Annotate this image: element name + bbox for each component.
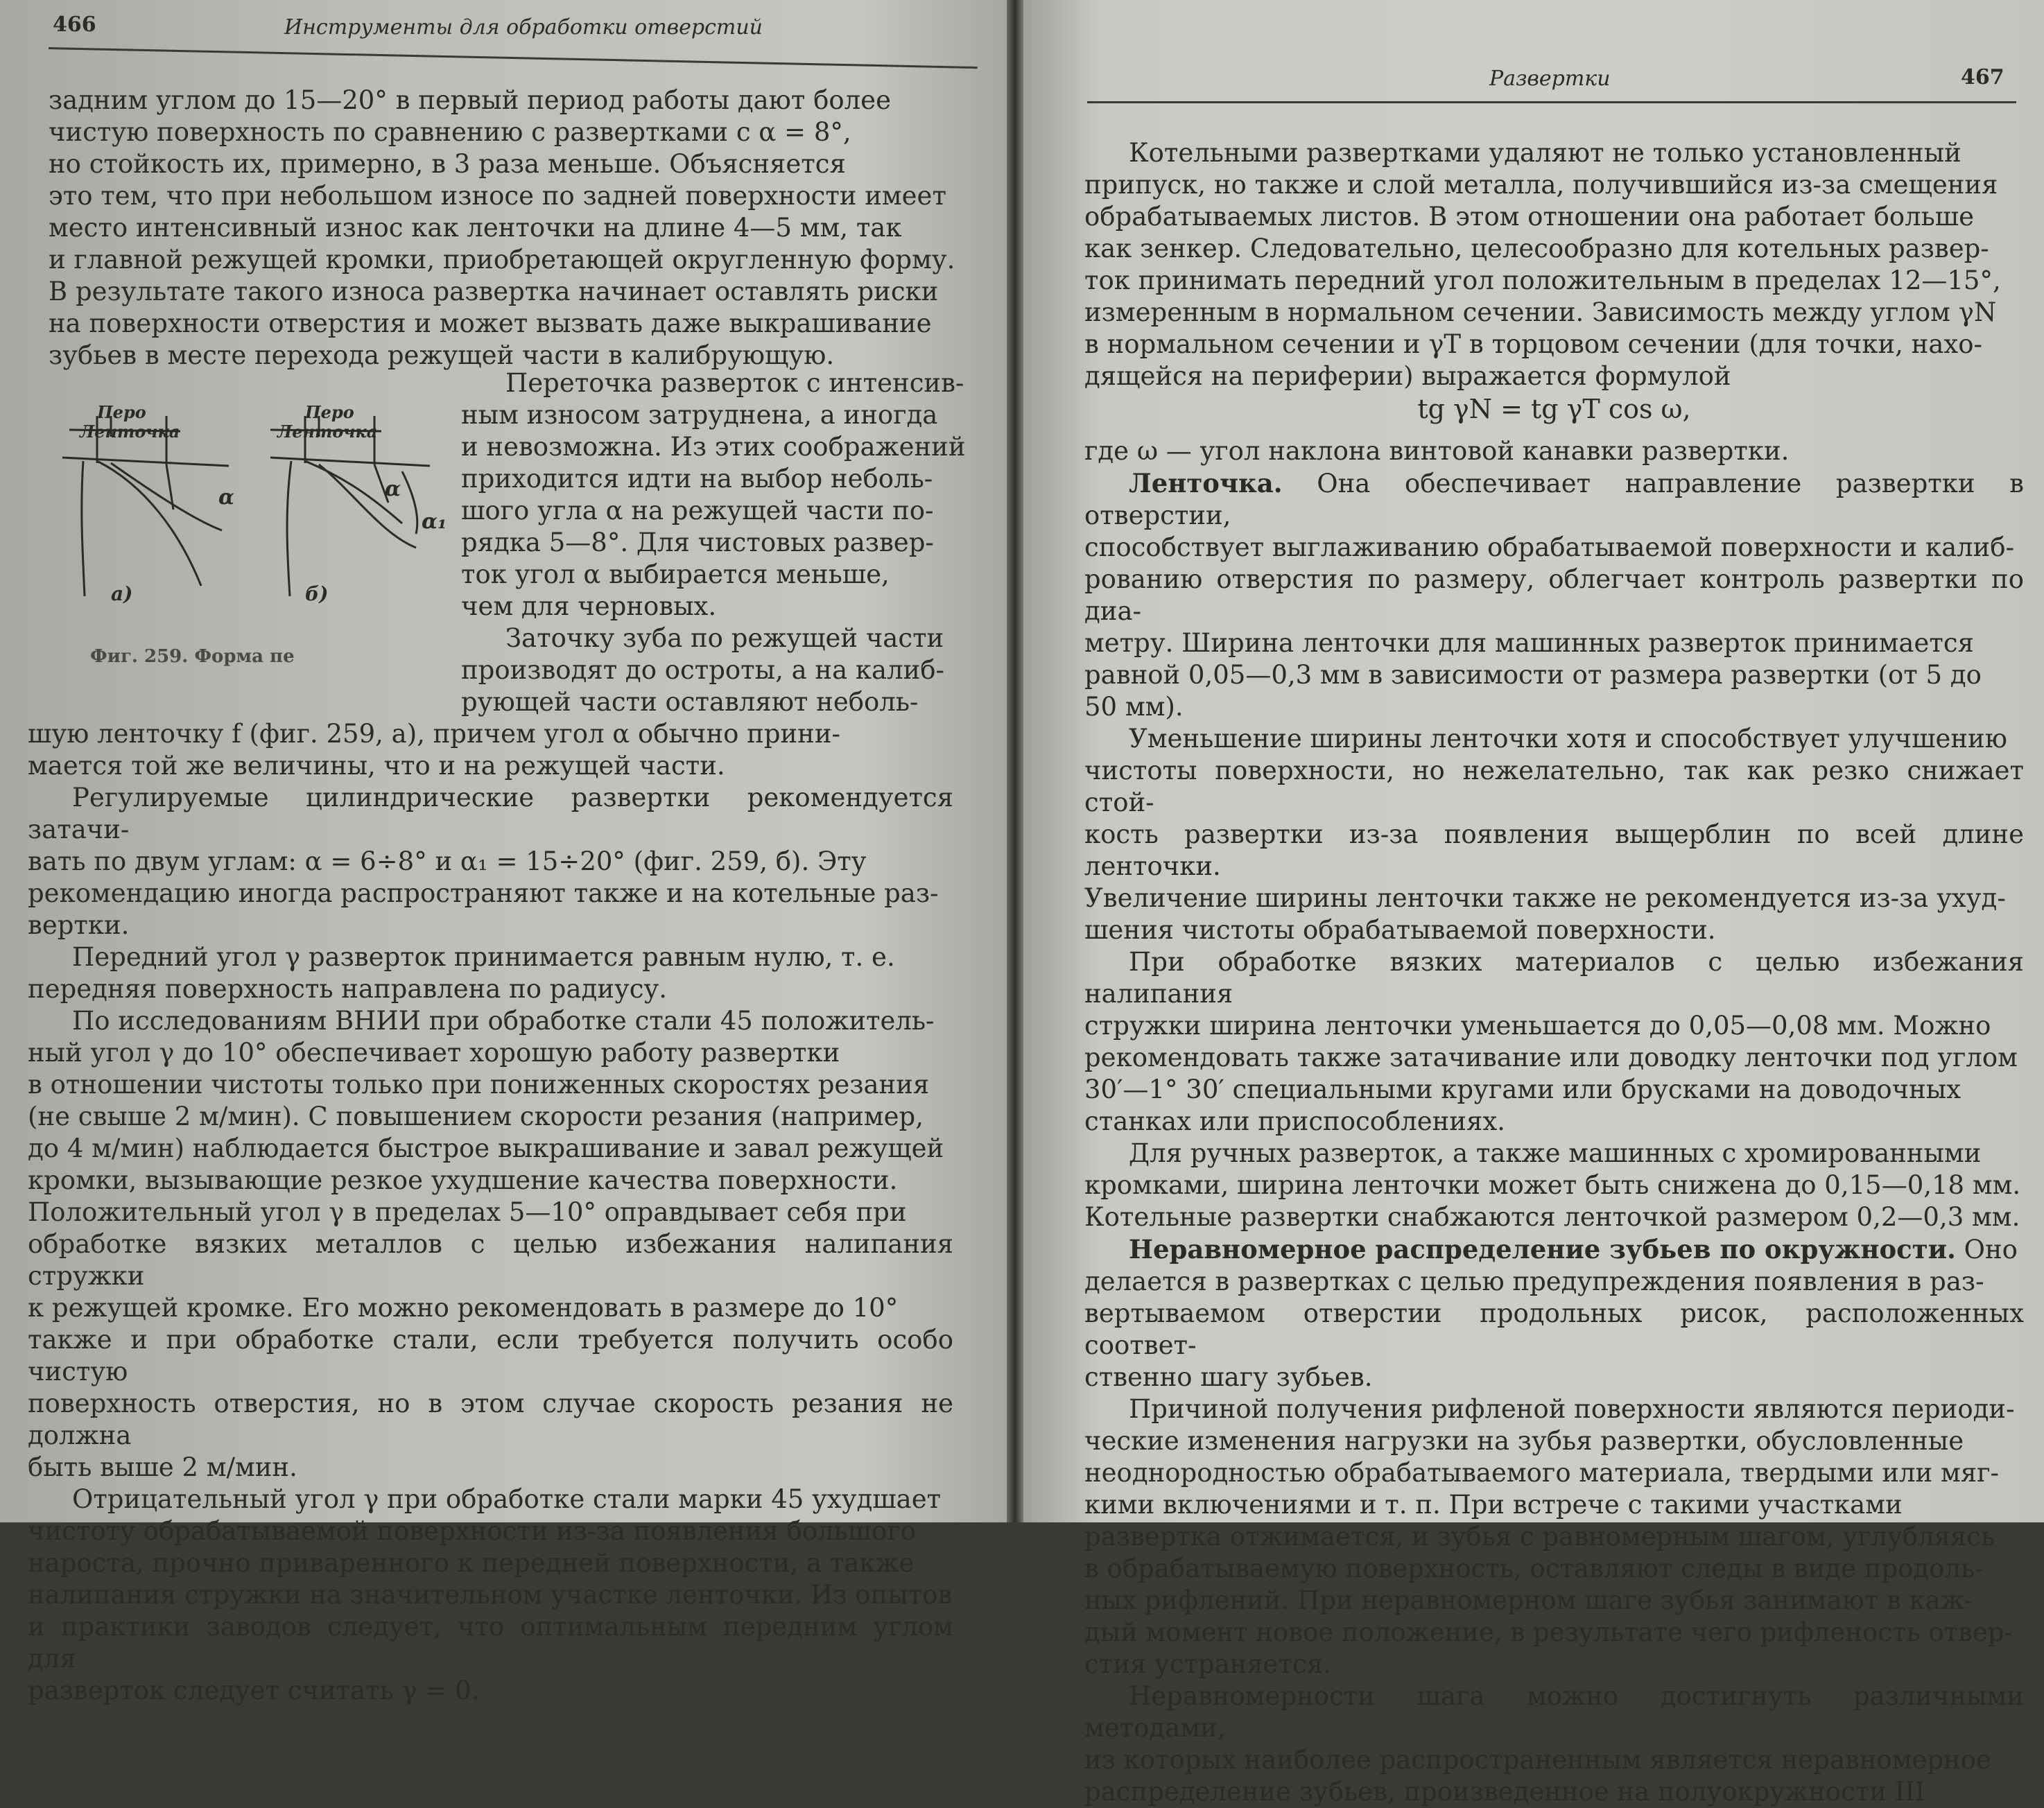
text-line: разверток следует считать γ = 0.: [28, 1676, 480, 1705]
text-line: и главной режущей кромки, приобретающей округленную форму.: [49, 245, 955, 275]
text-line: ток угол α выбирается меньше,: [461, 559, 890, 589]
text-line: кромками, ширина ленточки может быть снижена до 0,15—0,18 мм.: [1084, 1170, 2021, 1200]
text-line: 30′—1° 30′ специальными кругами или брусками на доводочных: [1084, 1075, 1961, 1104]
section-heading: Ленточка.: [1129, 468, 1283, 498]
text-line: способствует выглаживанию обрабатываемой поверхности и калиб-: [1084, 532, 2015, 562]
fig-label-pero-a: Перо: [97, 402, 146, 422]
left-page: [0, 0, 1012, 1705]
text-line: обрабатываемых листов. В этом отношении она работает больше: [1084, 202, 1975, 232]
text-line: вертки.: [28, 910, 130, 940]
text-line: мается той же величины, что и на режущей части.: [28, 751, 725, 781]
text-line: в нормальном сечении и γT в торцовом сечении (для точки, нахо-: [1084, 329, 1983, 359]
text-line: распределение зубьев, произведенное на полуокружности III: [1084, 1777, 1925, 1807]
text-line: чем для черновых.: [461, 591, 717, 621]
text-line: неоднородностью обрабатываемого материала, твердыми или мяг-: [1084, 1458, 1999, 1488]
left-text-bottom: [28, 718, 953, 1707]
text-line: место интенсивный износ как ленточки на длине 4—5 мм, так: [49, 213, 902, 243]
text-line: делается в развертках с целью предупреждения появления в раз-: [1084, 1267, 1984, 1296]
text-line: 50 мм).: [1084, 692, 1184, 722]
fig-label-a: а): [111, 582, 133, 605]
text-line: чистую поверхность по сравнению с развертками с α = 8°,: [49, 117, 851, 147]
text-line: измеренным в нормальном сечении. Зависимость между углом γN: [1084, 297, 1997, 327]
text-line: Регулируемые цилиндрические развертки рекомендуется затачи-: [28, 783, 953, 844]
text-line: дящейся на периферии) выражается формулой: [1084, 361, 1731, 391]
page-number-right: 467: [1961, 65, 2004, 89]
right-page: [1018, 0, 2044, 1807]
text-line: стружки ширина ленточки уменьшается до 0,05—0,08 мм. Можно: [1084, 1011, 1991, 1041]
text-line: развертка отжимается, и зубья с равномерным шагом, углубляясь: [1084, 1522, 1995, 1551]
text-line: рекомендацию иногда распространяют также и на котельные раз-: [28, 878, 939, 908]
left-text-top: [49, 85, 981, 372]
text-line: это тем, что при небольшом износе по задней поверхности имеет: [49, 181, 946, 211]
running-head-left: Инструменты для обработки отверстий: [284, 15, 763, 40]
right-text-top: [1084, 137, 2024, 392]
text-line: Уменьшение ширины ленточки хотя и способствует улучшению: [1129, 724, 2007, 754]
text-line: ных рифлений. При неравномерном шаге зубья занимают в каж-: [1084, 1585, 1973, 1615]
text-line: рядка 5—8°. Для чистовых развер-: [461, 528, 934, 557]
text-line: стия устраняется.: [1084, 1649, 1331, 1679]
text-line: Отрицательный угол γ при обработке стали марки 45 ухудшает: [72, 1484, 942, 1514]
text-line: на поверхности отверстия и может вызвать даже выкрашивание: [49, 308, 932, 338]
text-line: При обработке вязких материалов с целью избежания налипания: [1084, 947, 2024, 1009]
formula: tg γN = tg γT cos ω,: [1417, 394, 1691, 424]
text-line: кость развертки из-за появления выщерблин по всей длине ленточки.: [1084, 819, 2024, 881]
text-line: Ленточка. Она обеспечивает направление развертки в отверстии,: [1084, 468, 2024, 530]
text-line: шого угла α на режущей части по-: [461, 496, 934, 525]
text-line: метру. Ширина ленточки для машинных разверток принимается: [1084, 628, 1974, 658]
text-line: припуск, но также и слой металла, получившийся из-за смещения: [1084, 170, 1998, 200]
fig-label-lentochka-a: Ленточка: [80, 421, 180, 442]
text-line: приходится идти на выбор неболь-: [461, 464, 933, 494]
text-line: Для ручных разверток, а также машинных с хромированными: [1129, 1138, 1982, 1168]
text-line: задним углом до 15—20° в первый период работы дают более: [49, 85, 891, 115]
text-line: шую ленточку f (фиг. 259, а), причем угол α обычно прини-: [28, 719, 840, 749]
text-line: чистоты поверхности, но нежелательно, так как резко снижает стой-: [1084, 756, 2024, 817]
right-text-bottom: [1084, 435, 2024, 1808]
text-line: обработке вязких металлов с целью избежания налипания стружки: [28, 1229, 953, 1291]
book-gutter: [1007, 0, 1023, 1522]
text-line: Положительный угол γ в пределах 5—10° оправдывает себя при: [28, 1197, 907, 1227]
text-line: дый момент новое положение, в результате чего рифленость отвер-: [1084, 1617, 2013, 1647]
text-line: налипания стружки на значительном участке ленточки. Из опытов: [28, 1580, 953, 1610]
text-line: быть выше 2 м/мин.: [28, 1452, 297, 1482]
text-line: и практики заводов следует, что оптимальным передним углом для: [28, 1612, 953, 1674]
text-line: поверхность отверстия, но в этом случае скорость резания не должна: [28, 1389, 953, 1450]
text-line: Переточка разверток с интенсив-: [505, 368, 964, 398]
text-line: вать по двум углам: α = 6÷8° и α₁ = 15÷20° (фиг. 259, б). Эту: [28, 846, 867, 876]
header-rule-left: [49, 47, 978, 69]
text-line: в отношении чистоты только при пониженных скоростях резания: [28, 1070, 930, 1099]
text-line: В результате такого износа развертка начинает оставлять риски: [49, 277, 939, 306]
text-line: чистоту обрабатываемой поверхности из-за появления большого: [28, 1516, 916, 1546]
text-line: из которых наиболее распространенным является неравномерное: [1084, 1745, 1991, 1775]
text-line: вертываемом отверстии продольных рисок, расположенных соответ-: [1084, 1298, 2024, 1360]
text-line: Котельными развертками удаляют не только установленный: [1129, 138, 1961, 168]
text-line: также и при обработке стали, если требуется получить особо чистую: [28, 1325, 953, 1387]
section-heading: Неравномерное распределение зубьев по окружности.: [1129, 1234, 1956, 1264]
text-line: (не свыше 2 м/мин). С повышением скорости резания (например,: [28, 1102, 924, 1131]
text-line: Котельные развертки снабжаются ленточкой размером 0,2—0,3 мм.: [1084, 1202, 2020, 1232]
text-line: в обрабатываемую поверхность, оставляют следы в виде продоль-: [1084, 1554, 1984, 1583]
header-rule-right: [1087, 101, 2016, 103]
fig-label-alpha-a: α: [218, 485, 235, 510]
text-line: где ω — угол наклона винтовой канавки развертки.: [1084, 436, 1790, 466]
text-line: ческие изменения нагрузки на зубья развертки, обусловленные: [1084, 1426, 1964, 1456]
running-head-right: Развертки: [1489, 67, 1611, 91]
text-line: Увеличение ширины ленточки также не рекомендуется из-за ухуд-: [1084, 883, 2006, 913]
page-number-left: 466: [53, 12, 96, 37]
fig-label-lentochka-b: Ленточка: [277, 421, 378, 442]
text-line: ток принимать передний угол положительным в пределах 12—15°,: [1084, 266, 2001, 295]
fig-label-alpha1-b: α₁: [422, 510, 447, 534]
text-line: Неравномерности шага можно достигнуть различными методами,: [1084, 1681, 2024, 1743]
text-line: зубьев в месте перехода режущей части в калибрующую.: [49, 340, 835, 370]
figure-caption: Фиг. 259. Форма пе: [90, 646, 295, 667]
text-line: Неравномерное распределение зубьев по окружности. Оно: [1129, 1234, 2018, 1264]
left-text-beside-figure: [461, 367, 971, 718]
text-line: рованию отверстия по размеру, облегчает контроль развертки по диа-: [1084, 564, 2024, 626]
text-line: ственно шагу зубьев.: [1084, 1362, 1373, 1392]
text-line: и невозможна. Из этих соображений: [461, 432, 966, 462]
text-line: Передний угол γ разверток принимается равным нулю, т. е.: [72, 942, 895, 972]
fig-label-alpha-b: α: [385, 477, 401, 501]
text-line: нароста, прочно приваренного к передней поверхности, а также: [28, 1548, 915, 1578]
text-line: Заточку зуба по режущей части: [505, 623, 944, 653]
text-line: рекомендовать также затачивание или доводку ленточки под углом: [1084, 1043, 2018, 1072]
text-line: но стойкость их, примерно, в 3 раза меньше. Объясняется: [49, 149, 846, 179]
text-line: По исследованиям ВНИИ при обработке стали 45 положитель-: [72, 1006, 935, 1036]
fig-label-b: б): [305, 582, 329, 605]
text-line: кими включениями и т. п. При встрече с такими участками: [1084, 1490, 1903, 1520]
figure-259: [42, 388, 458, 617]
text-line: ным износом затруднена, а иногда: [461, 400, 938, 430]
fig-label-pero-b: Перо: [305, 402, 354, 422]
text-line: станках или приспособлениях.: [1084, 1106, 1505, 1136]
text-line: передняя поверхность направлена по радиусу.: [28, 974, 668, 1004]
text-line: к режущей кромке. Его можно рекомендовать в размере до 10°: [28, 1293, 899, 1323]
text-line: производят до остроты, а на калиб-: [461, 655, 945, 685]
text-line: до 4 м/мин) наблюдается быстрое выкрашивание и завал режущей: [28, 1133, 944, 1163]
text-line: Причиной получения рифленой поверхности являются периоди-: [1129, 1394, 2015, 1424]
text-line: рующей части оставляют неболь-: [461, 687, 919, 717]
text-line: ный угол γ до 10° обеспечивает хорошую работу развертки: [28, 1038, 840, 1068]
text-line: равной 0,05—0,3 мм в зависимости от размера развертки (от 5 до: [1084, 660, 1982, 690]
text-line: кромки, вызывающие резкое ухудшение качества поверхности.: [28, 1165, 898, 1195]
text-line: как зенкер. Следовательно, целесообразно для котельных развер-: [1084, 234, 1989, 263]
text-line: шения чистоты обрабатываемой поверхности.: [1084, 915, 1716, 945]
